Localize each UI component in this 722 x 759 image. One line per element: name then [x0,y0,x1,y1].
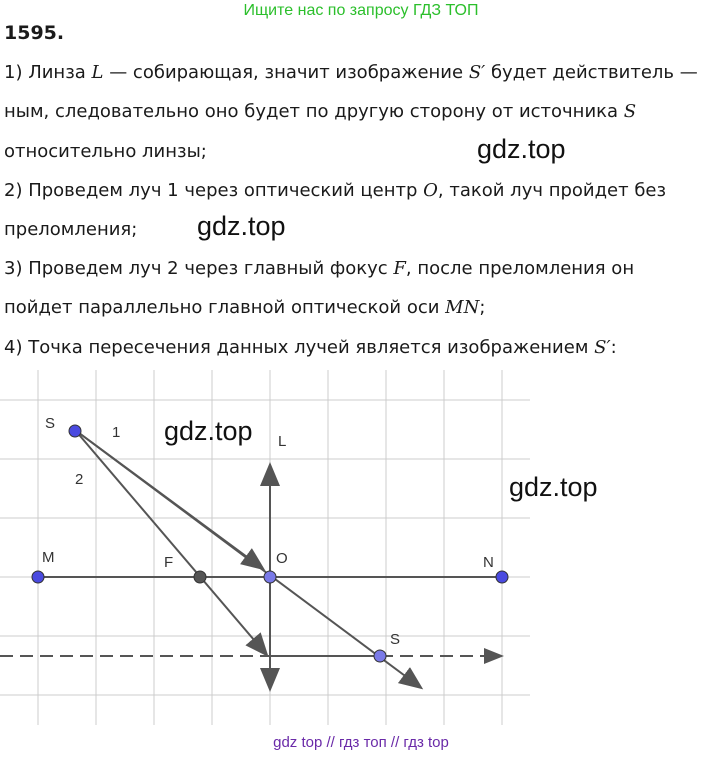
problem-number: 1595. [4,22,65,44]
label-S: S [45,415,56,432]
label-F: F [164,554,174,571]
label-O: O [276,550,288,567]
watermark: gdz.top [197,211,286,241]
solution-line-6: 3) Проведем луч 2 через главный фокус F, после преломления он [4,258,635,279]
solution-line-5: преломления; [4,219,138,240]
point-S-image [374,650,386,662]
solution-line-7: пойдет параллельно главной оптической оси MN; [4,297,486,318]
watermark: gdz.top [164,416,253,446]
label-S-image: S [390,631,401,648]
label-M: M [42,549,55,566]
watermark: gdz.top [477,134,566,164]
search-banner[interactable]: Ищите нас по запросу ГДЗ ТОП [243,2,479,19]
point-M [32,571,44,583]
point-F [194,571,206,583]
label-L: L [278,433,287,450]
solution-line-2: ным, следовательно оно будет по другую сторону от источника S [4,101,637,122]
label-ray-2: 2 [75,471,84,488]
solution-line-8: 4) Точка пересечения данных лучей является изображением S′: [4,337,617,358]
label-ray-1: 1 [112,424,121,441]
grid [0,370,530,725]
label-N: N [483,554,494,571]
point-S [69,425,81,437]
lens-ray-diagram [0,370,722,730]
footer-links[interactable]: gdz top // гдз топ // гдз top [273,734,449,751]
ray-1-arrow-mid [75,430,262,568]
solution-line-1: 1) Линза L — собирающая, значит изображение S′ будет действитель — [4,62,698,83]
point-O [264,571,276,583]
watermark: gdz.top [509,472,598,502]
solution-line-3: относительно линзы; [4,141,207,162]
point-N [496,571,508,583]
ray-2 [75,430,266,654]
solution-line-4: 2) Проведем луч 1 через оптический центр O, такой луч пройдет без [4,180,667,201]
